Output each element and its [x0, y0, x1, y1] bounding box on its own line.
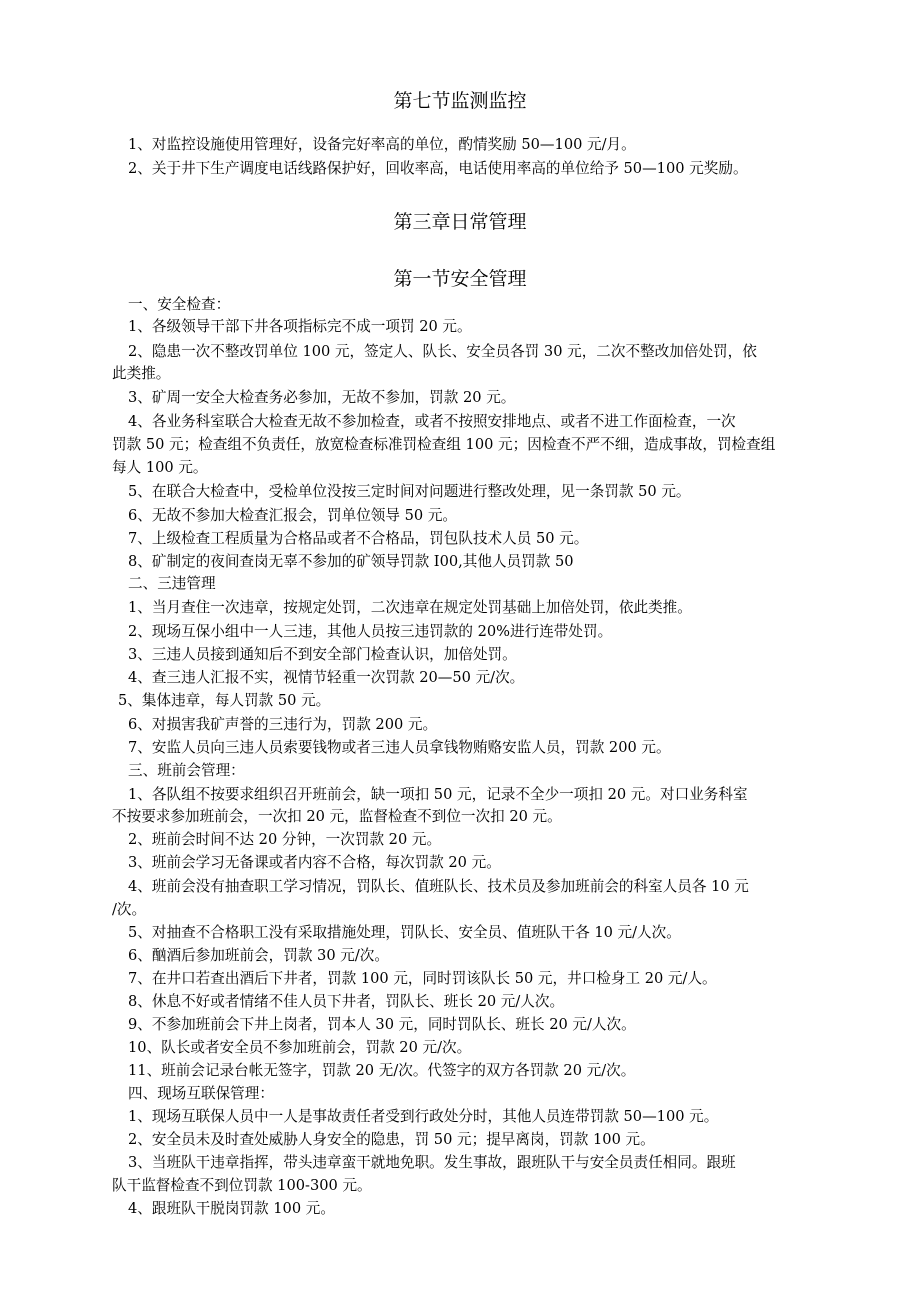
paragraph: 2、班前会时间不达 20 分钟，一次罚款 20 元。: [128, 831, 442, 848]
paragraph: 3、当班队干违章指挥，带头违章蛮干就地免职。发生事故，跟班队干与安全员责任相同。跟班: [128, 1154, 736, 1171]
paragraph: /次。: [112, 901, 147, 918]
paragraph: 3、矿周一安全大检查务必参加，无故不参加，罚款 20 元。: [128, 389, 516, 406]
paragraph: 3、班前会学习无备课或者内容不合格，每次罚款 20 元。: [128, 854, 501, 871]
subsection-heading: 二、三违管理: [128, 575, 216, 592]
paragraph: 8、休息不好或者情绪不佳人员下井者，罚队长、班长 20 元/人次。: [128, 993, 565, 1010]
paragraph: 7、在井口若查出酒后下井者，罚款 100 元，同时罚该队长 50 元，井口检身工 20 元/人。: [128, 970, 717, 987]
paragraph: 7、安监人员向三违人员索要钱物或者三违人员拿钱物贿赂安监人员，罚款 200 元。: [128, 739, 671, 756]
paragraph: 7、上级检查工程质量为合格品或者不合格品，罚包队技术人员 50 元。: [128, 530, 589, 547]
paragraph: 4、班前会没有抽查职工学习情况，罚队长、值班队长、技术员及参加班前会的科室人员各 10 元: [128, 878, 749, 895]
paragraph: 10、队长或者安全员不参加班前会，罚款 20 元/次。: [128, 1039, 472, 1056]
paragraph: 4、查三违人汇报不实，视情节轻重一次罚款 20—50 元/次。: [128, 669, 525, 686]
paragraph: 2、现场互保小组中一人三违，其他人员按三违罚款的 20%进行连带处罚。: [128, 623, 613, 640]
paragraph: 此类推。: [112, 365, 171, 382]
paragraph: 2、隐患一次不整改罚单位 100 元，签定人、队长、安全员各罚 30 元，二次不整改加倍处罚，依: [128, 343, 757, 360]
paragraph: 6、对损害我矿声誉的三违行为，罚款 200 元。: [128, 716, 438, 733]
paragraph: 6、无故不参加大检查汇报会，罚单位领导 50 元。: [128, 507, 458, 524]
chapter-title-daily-management: 第三章日常管理: [393, 211, 527, 233]
paragraph: 3、三违人员接到通知后不到安全部门检查认识，加倍处罚。: [128, 646, 517, 663]
paragraph: 5、在联合大检查中，受检单位没按三定时间对问题进行整改处理，见一条罚款 50 元。: [128, 483, 691, 500]
paragraph: 1、各队组不按要求组织召开班前会，缺一项扣 50 元，记录不全少一项扣 20 元。对口业务科室: [128, 786, 748, 803]
paragraph: 4、各业务科室联合大检查无故不参加检查，或者不按照安排地点、或者不进工作面检查，一次: [128, 413, 736, 430]
paragraph: 不按要求参加班前会，一次扣 20 元，监督检查不到位一次扣 20 元。: [112, 808, 562, 825]
paragraph: 每人 100 元。: [112, 459, 208, 476]
paragraph: 8、矿制定的夜间查岗无辜不参加的矿领导罚款 I00,其他人员罚款 50: [128, 553, 574, 570]
paragraph: 6、酗酒后参加班前会，罚款 30 元/次。: [128, 947, 389, 964]
section-title-safety-management: 第一节安全管理: [393, 268, 527, 290]
paragraph: 1、各级领导干部下井各项指标完不成一项罚 20 元。: [128, 318, 472, 335]
subsection-heading: 一、安全检查：: [128, 296, 231, 313]
paragraph: 2、关于井下生产调度电话线路保护好，回收率高，电话使用率高的单位给予 50—100 元奖励。: [128, 160, 748, 177]
subsection-heading: 四、现场互联保管理：: [128, 1085, 274, 1102]
subsection-heading: 三、班前会管理：: [128, 762, 245, 779]
paragraph: 1、当月查住一次违章，按规定处罚，二次违章在规定处罚基础上加倍处罚，依此类推。: [128, 599, 692, 616]
paragraph: 1、现场互联保人员中一人是事故责任者受到行政处分时，其他人员连带罚款 50—100 元。: [128, 1108, 719, 1125]
paragraph: 罚款 50 元；检查组不负责任，放宽检查标准罚检查组 100 元；因检查不严不细，造成事故，罚检查组: [112, 436, 776, 453]
paragraph: 4、跟班队干脱岗罚款 100 元。: [128, 1200, 335, 1217]
paragraph: 11、班前会记录台帐无签字，罚款 20 无/次。代签字的双方各罚款 20 元/次。: [128, 1062, 636, 1079]
paragraph: 1、对监控设施使用管理好，设备完好率高的单位，酌情奖励 50—100 元/月。: [128, 136, 636, 153]
paragraph: 5、对抽查不合格职工没有采取措施处理，罚队长、安全员、值班队干各 10 元/人次。: [128, 924, 681, 941]
section-title-monitoring: 第七节监测监控: [393, 90, 527, 112]
paragraph: 5、集体违章，每人罚款 50 元。: [118, 692, 331, 709]
paragraph: 队干监督检查不到位罚款 100-300 元。: [112, 1177, 372, 1194]
paragraph: 2、安全员未及时查处威胁人身安全的隐患，罚 50 元；提早离岗，罚款 100 元。: [128, 1131, 655, 1148]
paragraph: 9、不参加班前会下井上岗者，罚本人 30 元，同时罚队长、班长 20 元/人次。: [128, 1016, 636, 1033]
